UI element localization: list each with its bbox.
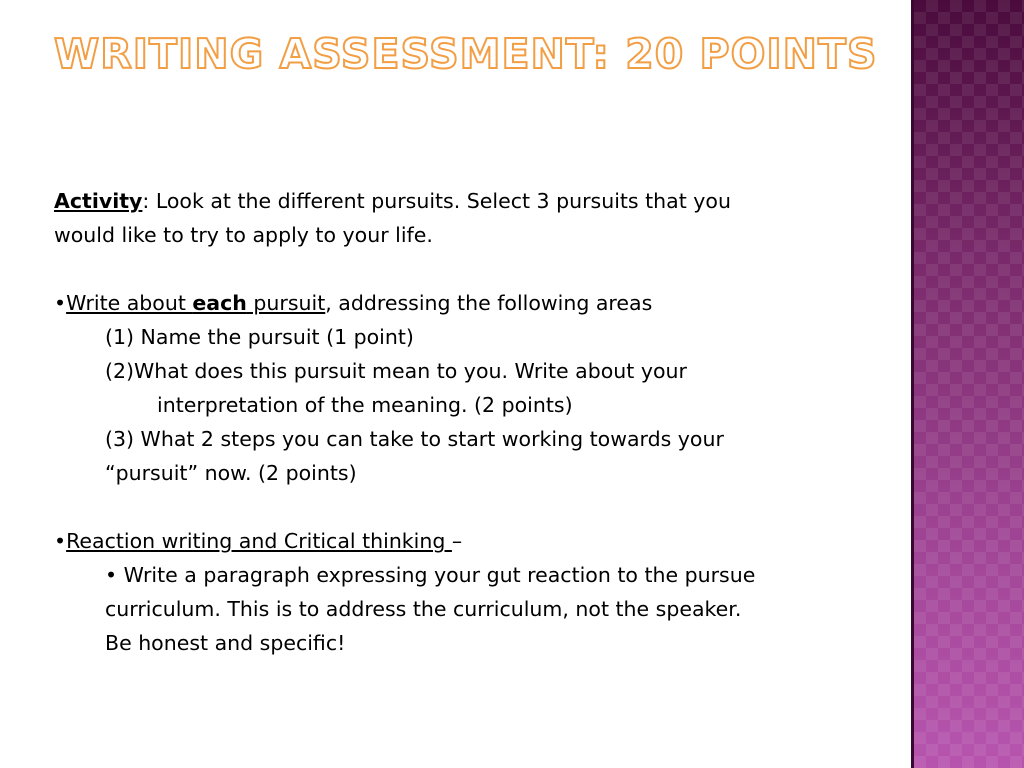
write-about-text	[66, 291, 325, 315]
each-emphasis: each	[192, 291, 247, 315]
reaction-line-3: Be honest and specific!	[105, 631, 346, 655]
reaction-label: Reaction writing and Critical thinking	[66, 529, 452, 553]
bullet-marker: •	[54, 291, 67, 315]
reaction-line-2: curriculum. This is to address the curriculum, not the speaker.	[105, 597, 742, 621]
item-2: (2)What does this pursuit mean to you. Write about your	[105, 359, 687, 383]
activity-line-2: would like to try to apply to your life.	[54, 223, 433, 247]
item-1: (1) Name the pursuit (1 point)	[105, 325, 414, 349]
slide-body	[54, 184, 854, 660]
item-2-continued: interpretation of the meaning. (2 points)	[157, 393, 573, 417]
write-about-rest: , addressing the following areas	[325, 291, 653, 315]
reaction-line-1: • Write a paragraph expressing your gut reaction to the pursue	[105, 563, 756, 587]
activity-line-1	[54, 184, 854, 218]
bullet-write-about	[54, 286, 854, 320]
write-about-prefix: Write about	[66, 291, 193, 315]
reaction-dash: –	[451, 529, 463, 553]
activity-text-1: : Look at the different pursuits. Select 3 pursuits that you	[142, 189, 731, 213]
bullet-reaction	[54, 524, 854, 558]
item-3: (3) What 2 steps you can take to start working towards your	[105, 427, 724, 451]
pursuit-word: pursuit	[246, 291, 326, 315]
item-3-continued: “pursuit” now. (2 points)	[105, 461, 357, 485]
bullet-marker: •	[54, 529, 67, 553]
spacer	[54, 252, 854, 286]
slide-title: WRITING ASSESSMENT: 20 POINTS	[54, 30, 878, 78]
spacer	[54, 490, 854, 524]
activity-label: Activity	[54, 189, 143, 213]
decorative-sidebar	[911, 0, 1024, 768]
